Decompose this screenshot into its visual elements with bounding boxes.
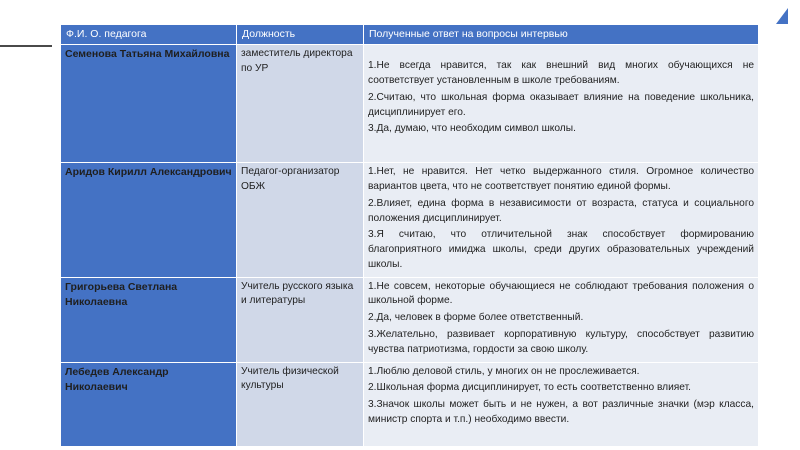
answer-1: 1.Нет, не нравится. Нет четко выдержанного стиля. Огромное количество вариантов цвета, что не соответствует понятию единой формы.	[368, 166, 754, 192]
answer-3: 3.Я считаю, что отличительной знак способствует формированию благоприятного имиджа школы, среди других образовательных учреждений школы.	[368, 229, 754, 270]
teacher-position: заместитель директора по УР	[237, 45, 364, 163]
teacher-position: Учитель физической культуры	[237, 362, 364, 446]
table-row	[61, 45, 759, 163]
answer-2: 2.Да, человек в форме более ответственный.	[368, 312, 584, 324]
answer-1: 1.Не совсем, некоторые обучающиеся не соблюдают требования положения о школьной форме.	[368, 280, 754, 307]
header-answers: Полученные ответ на вопросы интервью	[364, 25, 759, 45]
slide-left-margin	[0, 0, 60, 450]
answer-3: 3.Значок школы может быть и не нужен, а вот различные значки (мэр класса, министр спорта и т.п.) необходимо ввести.	[368, 399, 754, 425]
slide-corner-triangle	[776, 8, 788, 24]
interview-table	[60, 24, 759, 447]
teacher-name: Семенова Татьяна Михайловна	[61, 45, 237, 163]
table-header-row	[61, 25, 759, 45]
interview-answers	[364, 277, 759, 362]
header-teacher-name: Ф.И. О. педагога	[61, 25, 237, 45]
teacher-name: Аридов Кирилл Александрович	[61, 163, 237, 277]
table-row	[61, 277, 759, 362]
teacher-position: Педагог-организатор ОБЖ	[237, 163, 364, 277]
answer-2: 2.Считаю, что школьная форма оказывает влияние на поведение школьника, дисциплинирует его.	[368, 91, 754, 118]
answer-2: 2.Школьная форма дисциплинирует, то есть соответственно влияет.	[368, 382, 691, 394]
interview-answers	[364, 362, 759, 446]
slide-accent-line	[0, 45, 52, 47]
teacher-name: Лебедев Александр Николаевич	[61, 362, 237, 446]
header-position: Должность	[237, 25, 364, 45]
table-row	[61, 362, 759, 446]
answer-1: 1.Не всегда нравится, так как внешний вид многих обучающихся не соответствует установленным в школе требованиям.	[368, 60, 754, 86]
answer-3: 3.Да, думаю, что необходим символ школы.	[368, 123, 576, 135]
answer-3: 3.Желательно, развивает корпоративную культуру, способствует развитию чувства патриотизма, гордости за свою школу.	[368, 329, 754, 355]
interview-answers	[364, 163, 759, 277]
interview-answers	[364, 45, 759, 163]
table-row	[61, 163, 759, 277]
answer-2: 2.Влияет, едина форма в независимости от возраста, статуса и социального положения дисциплинирует.	[368, 197, 754, 224]
teacher-position: Учитель русского языка и литературы	[237, 277, 364, 362]
answer-1: 1.Люблю деловой стиль, у многих он не прослеживается.	[368, 365, 640, 377]
teacher-name: Григорьева Светлана Николаевна	[61, 277, 237, 362]
